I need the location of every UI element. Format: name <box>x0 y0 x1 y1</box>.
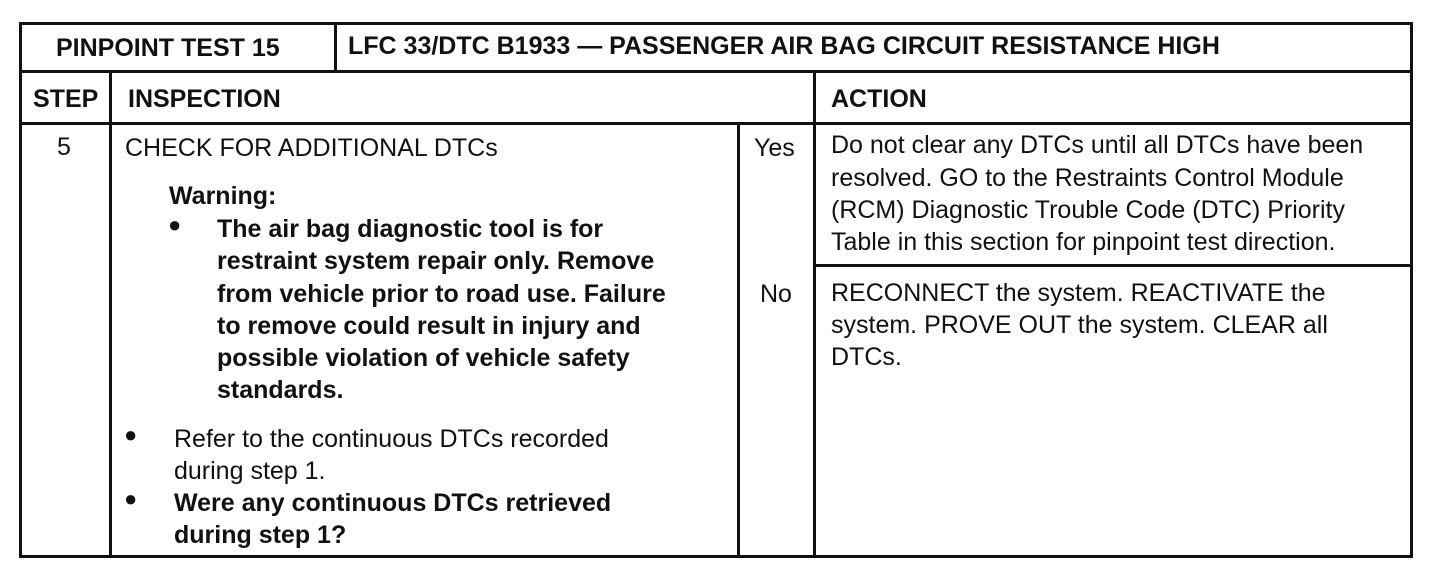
step-header: STEP <box>33 85 99 113</box>
title-col-divider <box>334 22 337 72</box>
test-description: LFC 33/DTC B1933 — PASSENGER AIR BAG CIRCUIT RESISTANCE HIGH <box>348 32 1220 60</box>
warning-line: standards. <box>217 376 344 404</box>
yes-action-line: Do not clear any DTCs until all DTCs have been <box>831 131 1364 159</box>
bullet-icon: ● <box>124 422 138 447</box>
header-row-divider <box>19 122 1413 125</box>
no-label: No <box>760 280 792 308</box>
yes-no-divider <box>815 264 1413 267</box>
warning-line: The air bag diagnostic tool is for <box>217 215 604 243</box>
yes-label: Yes <box>754 134 795 162</box>
bullet-refer-line: during step 1. <box>174 457 326 485</box>
check-title: CHECK FOR ADDITIONAL DTCs <box>125 134 498 162</box>
bullet-question-line: Were any continuous DTCs retrieved <box>174 489 612 517</box>
no-action-line: RECONNECT the system. REACTIVATE the <box>831 279 1326 307</box>
yes-action-line: Table in this section for pinpoint test direction. <box>831 228 1336 256</box>
warning-bullet: ● <box>168 212 182 237</box>
no-action-line: system. PROVE OUT the system. CLEAR all <box>831 311 1328 339</box>
bullet-refer-line: Refer to the continuous DTCs recorded <box>174 425 609 453</box>
warning-line: to remove could result in injury and <box>217 312 641 340</box>
inspection-header: INSPECTION <box>128 85 281 113</box>
test-label: PINPOINT TEST 15 <box>56 34 280 62</box>
warning-line: from vehicle prior to road use. Failure <box>217 280 666 308</box>
action-col-divider <box>813 72 816 558</box>
title-row-divider <box>19 70 1413 73</box>
yes-action-line: resolved. GO to the Restraints Control Module <box>831 164 1344 192</box>
warning-label: Warning: <box>169 182 277 210</box>
step-number: 5 <box>57 133 71 161</box>
yes-action-line: (RCM) Diagnostic Trouble Code (DTC) Priority <box>831 196 1346 224</box>
bullet-icon: ● <box>124 486 138 511</box>
step-col-divider <box>109 72 112 558</box>
warning-line: possible violation of vehicle safety <box>217 344 630 372</box>
warning-line: restraint system repair only. Remove <box>217 247 655 275</box>
bullet-question-line: during step 1? <box>174 521 347 549</box>
no-action-line: DTCs. <box>831 343 902 371</box>
action-header: ACTION <box>831 85 927 113</box>
answer-col-divider <box>737 124 740 558</box>
